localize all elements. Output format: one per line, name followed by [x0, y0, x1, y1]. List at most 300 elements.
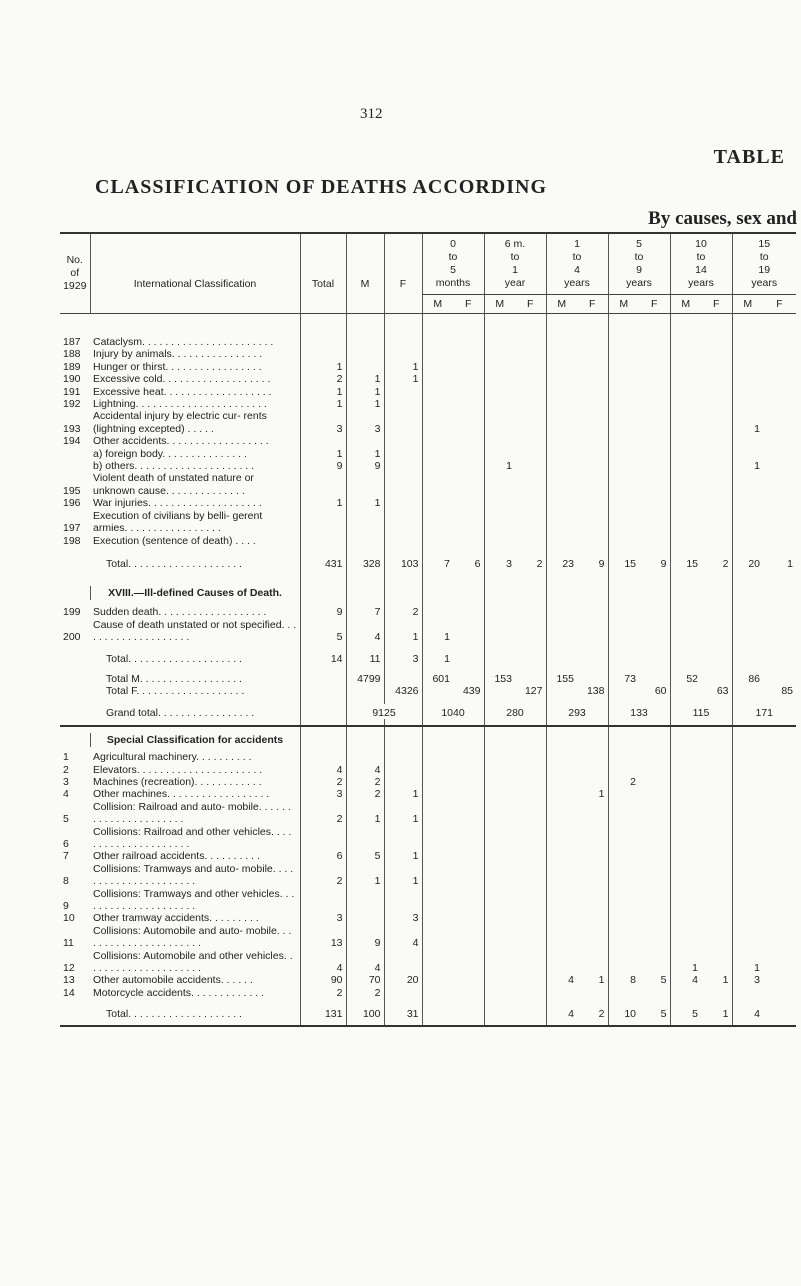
value-cell: 4 [384, 925, 422, 950]
value-cell: 9 [300, 606, 346, 618]
empty-cell [484, 733, 515, 747]
cause-label: Excessive cold. . . . . . . . . . . . . . . . . . . [93, 373, 271, 386]
empty-cell [422, 719, 453, 726]
value-cell [701, 788, 732, 800]
value-cell [546, 751, 577, 763]
row-number: 8 [63, 875, 69, 888]
table-row [60, 361, 796, 373]
row-number: 195 [63, 484, 81, 497]
empty-cell [515, 314, 546, 337]
header-female: F [651, 297, 658, 310]
value-cell [422, 863, 453, 888]
empty-cell [422, 1021, 453, 1026]
value-cell: 2 [722, 557, 729, 570]
row-number [60, 673, 90, 685]
value-cell [546, 373, 577, 385]
value-cell [384, 950, 422, 975]
header-age-group: 0 to 5 months [422, 233, 484, 295]
value-cell [732, 788, 763, 800]
empty-cell [484, 570, 515, 586]
table-row [60, 373, 796, 385]
value-cell: 439 [462, 685, 481, 698]
empty-cell [608, 733, 639, 747]
empty-cell [639, 547, 670, 555]
value-cell [484, 386, 515, 398]
value-cell [453, 386, 484, 398]
value-cell [701, 950, 732, 975]
value-cell [422, 776, 453, 788]
page-number: 312 [360, 106, 383, 122]
empty-cell [639, 733, 670, 747]
value-cell [546, 888, 577, 913]
value-cell [546, 535, 577, 547]
value-cell: 1 [384, 373, 422, 385]
empty-cell [639, 586, 670, 600]
header-f: F [384, 233, 422, 314]
value-cell [422, 373, 453, 385]
value-cell: 1 [346, 373, 384, 385]
value-cell: 9 [346, 925, 384, 950]
value-cell [639, 619, 670, 644]
empty-cell [90, 314, 300, 337]
value-cell [670, 435, 701, 447]
empty-cell [546, 719, 577, 726]
empty-cell [346, 314, 384, 337]
row-number: 9 [63, 900, 69, 913]
value-cell [608, 361, 639, 373]
value-cell [732, 435, 763, 447]
value-cell: 1 [346, 398, 384, 410]
empty-cell [453, 586, 484, 600]
empty-cell [60, 704, 90, 719]
value-cell [384, 410, 422, 435]
value-cell [608, 685, 639, 697]
empty-cell [484, 665, 515, 673]
value-cell [577, 673, 608, 685]
value-cell: 1 [346, 448, 384, 460]
row-number [60, 460, 90, 472]
value-cell [701, 751, 732, 763]
value-cell [577, 650, 608, 665]
row-number: 200 [63, 631, 81, 644]
cause-label: Elevators. . . . . . . . . . . . . . . . . . . . . . [93, 763, 263, 776]
value-cell [577, 619, 608, 644]
value-cell [515, 826, 546, 851]
value-cell: 10 [608, 1005, 639, 1020]
value-cell [484, 888, 515, 913]
value-cell [453, 673, 484, 685]
empty-cell [670, 719, 701, 726]
value-cell: 23 [546, 555, 577, 570]
value-cell [384, 435, 422, 447]
value-cell [732, 386, 763, 398]
cause-label: Accidental injury by electric cur- rents (lightning excepted) . . . . . [93, 410, 267, 435]
value-cell [546, 925, 577, 950]
value-cell [639, 336, 670, 348]
value-cell: 4 [300, 764, 346, 776]
value-cell: 3 [484, 555, 515, 570]
header-age-group: 10 to 14 years [670, 233, 732, 295]
value-cell: 70 [346, 974, 384, 986]
empty-cell [577, 719, 608, 726]
value-cell [384, 386, 422, 398]
value-cell [484, 801, 515, 826]
value-cell: 5 [660, 1008, 667, 1021]
value-cell [422, 950, 453, 975]
empty-cell [763, 1021, 796, 1026]
empty-cell [422, 570, 453, 586]
value-cell [546, 801, 577, 826]
total-row [60, 650, 796, 665]
empty-cell [732, 726, 763, 733]
value-cell [732, 606, 763, 618]
value-cell [608, 788, 639, 800]
value-cell [453, 925, 484, 950]
value-cell [515, 776, 546, 788]
value-cell [453, 435, 484, 447]
value-cell [763, 386, 796, 398]
empty-cell [60, 726, 90, 733]
value-cell [763, 373, 796, 385]
empty-cell [732, 1021, 763, 1026]
value-cell: 5 [660, 974, 667, 987]
grand-total-age-value: 280 [484, 704, 546, 719]
row-number: 2 [63, 763, 69, 776]
empty-cell [546, 586, 577, 600]
value-cell [453, 348, 484, 360]
value-cell [639, 987, 670, 999]
value-cell: 155 [546, 673, 577, 685]
value-cell [546, 863, 577, 888]
empty-cell [453, 726, 484, 733]
table-row [60, 535, 796, 547]
value-cell: 2 [300, 776, 346, 788]
value-cell [453, 801, 484, 826]
value-cell: 2 [608, 776, 639, 788]
empty-cell [546, 733, 577, 747]
table-row [60, 336, 796, 348]
value-cell: 1 [300, 386, 346, 398]
value-cell: 1 [346, 801, 384, 826]
value-cell [453, 373, 484, 385]
value-cell [639, 888, 670, 913]
value-cell [422, 912, 453, 924]
spacer-row [60, 665, 796, 673]
value-cell [701, 361, 732, 373]
row-number: 198 [63, 534, 81, 547]
value-cell [515, 850, 546, 862]
value-cell [608, 619, 639, 644]
row-number: 189 [63, 360, 81, 373]
value-cell [763, 497, 796, 509]
value-cell [515, 788, 546, 800]
value-cell [422, 386, 453, 398]
value-cell: 1 [732, 950, 763, 975]
value-cell [384, 987, 422, 999]
value-cell [639, 606, 670, 618]
table-row [60, 987, 796, 999]
table-subtitle: CLASSIFICATION OF DEATHS ACCORDING [95, 176, 548, 198]
value-cell [577, 373, 608, 385]
value-cell [422, 826, 453, 851]
empty-cell [732, 586, 763, 600]
spacer-row [60, 726, 796, 733]
value-cell [453, 448, 484, 460]
rule-row [60, 1021, 796, 1026]
value-cell [701, 673, 732, 685]
cause-label: Total. . . . . . . . . . . . . . . . . . . . [106, 652, 242, 665]
value-cell [639, 751, 670, 763]
deaths-table [60, 232, 796, 1027]
value-cell [608, 751, 639, 763]
value-cell [484, 974, 515, 986]
cause-label: Collisions: Railroad and other vehicles. . . . . . . . . . . . . . . . . . . . . [93, 825, 292, 850]
value-cell [515, 987, 546, 999]
empty-cell [60, 547, 90, 555]
value-cell [577, 987, 608, 999]
value-cell [670, 398, 701, 410]
value-cell [384, 826, 422, 851]
value-cell [515, 650, 546, 665]
value-cell [453, 460, 484, 472]
empty-cell [546, 547, 577, 555]
empty-cell [670, 570, 701, 586]
value-cell [515, 497, 546, 509]
empty-cell [732, 570, 763, 586]
value-cell: 1 [732, 410, 763, 435]
empty-cell [546, 665, 577, 673]
value-cell [346, 912, 384, 924]
value-cell [639, 410, 670, 435]
value-cell [484, 764, 515, 776]
empty-cell [546, 726, 577, 733]
value-cell [515, 448, 546, 460]
empty-cell [701, 314, 732, 337]
value-cell [453, 535, 484, 547]
value-cell [732, 925, 763, 950]
empty-cell [384, 586, 422, 600]
value-cell [453, 974, 484, 986]
section-title [60, 733, 796, 747]
cause-label: Other tramway accidents. . . . . . . . . [93, 912, 259, 925]
empty-cell [60, 586, 90, 600]
value-cell [515, 336, 546, 348]
value-cell [484, 410, 515, 435]
cause-label: Excessive heat. . . . . . . . . . . . . . . . . . . [93, 385, 272, 398]
empty-cell [384, 314, 422, 337]
grand-total-age-value: 171 [732, 704, 796, 719]
value-cell [384, 776, 422, 788]
empty-cell [639, 570, 670, 586]
value-cell: 1 [346, 497, 384, 509]
value-cell [484, 776, 515, 788]
value-cell [763, 336, 796, 348]
value-cell [670, 788, 701, 800]
value-cell [546, 435, 577, 447]
value-cell [608, 448, 639, 460]
empty-cell [346, 1021, 384, 1026]
value-cell: 20 [384, 974, 422, 986]
grand-total-age-value: 1040 [422, 704, 484, 719]
value-cell [346, 888, 384, 913]
table-row [60, 912, 796, 924]
value-cell [763, 850, 796, 862]
row-number: 193 [63, 422, 81, 435]
table-row [60, 435, 796, 447]
value-cell [546, 764, 577, 776]
value-cell [515, 460, 546, 472]
value-cell [546, 685, 577, 697]
row-number: 13 [63, 974, 75, 987]
empty-cell [300, 704, 346, 719]
value-cell: 5 [300, 619, 346, 644]
table-row [60, 472, 796, 497]
value-cell [577, 863, 608, 888]
value-cell [763, 410, 796, 435]
header-male: M [732, 295, 763, 314]
row-number: 191 [63, 385, 81, 398]
value-cell [515, 373, 546, 385]
value-cell [701, 373, 732, 385]
value-cell [422, 497, 453, 509]
value-cell [300, 826, 346, 851]
row-number: 12 [63, 962, 75, 975]
value-cell [577, 472, 608, 497]
value-cell [577, 510, 608, 535]
cause-label: Cataclysm. . . . . . . . . . . . . . . . . . . . . . . [93, 336, 274, 348]
value-cell [546, 650, 577, 665]
value-cell [422, 435, 453, 447]
value-cell: 1 [300, 448, 346, 460]
value-cell [577, 460, 608, 472]
value-cell [701, 606, 732, 618]
cause-label: Cause of death unstated or not specified. . . . . . . . . . . . . . . . . . . . [93, 618, 297, 644]
empty-cell [422, 586, 453, 600]
header-m: M [346, 233, 384, 314]
value-cell [608, 950, 639, 975]
value-cell [453, 912, 484, 924]
table-row [60, 606, 796, 618]
value-cell: 4799 [346, 673, 384, 685]
empty-cell [763, 586, 796, 600]
value-cell [763, 1005, 796, 1020]
header-total: Total [300, 233, 346, 314]
cause-label: Hunger or thirst. . . . . . . . . . . . . . . . . [93, 360, 262, 373]
value-cell [763, 535, 796, 547]
value-cell [546, 510, 577, 535]
value-cell [453, 336, 484, 348]
value-cell [422, 460, 453, 472]
empty-cell [577, 733, 608, 747]
value-cell: 1 [300, 497, 346, 509]
value-cell: 4 [670, 974, 701, 986]
empty-cell [90, 570, 300, 586]
value-cell: 1 [300, 361, 346, 373]
empty-cell [732, 719, 763, 726]
header-cause: International Classification [90, 233, 300, 314]
value-cell [608, 801, 639, 826]
empty-cell [422, 314, 453, 337]
table-row [60, 863, 796, 888]
row-number: 1 [63, 751, 69, 764]
table-row [60, 448, 796, 460]
row-number: 197 [63, 522, 81, 535]
value-cell [701, 888, 732, 913]
value-cell [639, 435, 670, 447]
value-cell [732, 535, 763, 547]
value-cell [577, 497, 608, 509]
value-cell [670, 826, 701, 851]
value-cell [515, 348, 546, 360]
value-cell [608, 535, 639, 547]
value-cell [670, 751, 701, 763]
table-row [60, 950, 796, 975]
value-cell [422, 751, 453, 763]
header-age-group: 15 to 19 years [732, 233, 796, 295]
value-cell [453, 788, 484, 800]
value-cell [732, 650, 763, 665]
value-cell [515, 764, 546, 776]
value-cell [384, 472, 422, 497]
value-cell [639, 801, 670, 826]
header-male: M [422, 295, 453, 314]
value-cell [484, 950, 515, 975]
empty-cell [701, 570, 732, 586]
value-cell: 4 [346, 764, 384, 776]
value-cell [422, 535, 453, 547]
cause-label: Violent death of unstated nature or unknown cause. . . . . . . . . . . . . . [93, 472, 254, 497]
value-cell: 4 [546, 1005, 577, 1020]
value-cell [732, 776, 763, 788]
empty-cell [515, 570, 546, 586]
empty-cell [484, 586, 515, 600]
value-cell [608, 336, 639, 348]
value-cell [732, 619, 763, 644]
empty-cell [763, 719, 796, 726]
empty-cell [453, 1021, 484, 1026]
empty-cell [384, 547, 422, 555]
grand-total-age-value: 293 [546, 704, 608, 719]
empty-cell [608, 586, 639, 600]
value-cell [670, 801, 701, 826]
value-cell [763, 950, 796, 975]
value-cell [763, 619, 796, 644]
value-cell [639, 850, 670, 862]
value-cell: 153 [484, 673, 515, 685]
value-cell: 3 [300, 912, 346, 924]
header-age-group: 6 m. to 1 year [484, 233, 546, 295]
value-cell [670, 925, 701, 950]
value-cell [577, 764, 608, 776]
value-cell [515, 974, 546, 986]
row-number [60, 1005, 90, 1020]
value-cell: 4 [346, 950, 384, 975]
empty-cell [300, 1021, 346, 1026]
value-cell [453, 497, 484, 509]
value-cell: 4326 [384, 685, 422, 697]
value-cell: 1 [732, 460, 763, 472]
value-cell [546, 472, 577, 497]
value-cell [515, 410, 546, 435]
value-cell [732, 987, 763, 999]
value-cell: 127 [524, 685, 543, 698]
value-cell [515, 751, 546, 763]
value-cell [670, 460, 701, 472]
value-cell [608, 410, 639, 435]
value-cell [546, 850, 577, 862]
value-cell [763, 776, 796, 788]
value-cell [639, 472, 670, 497]
